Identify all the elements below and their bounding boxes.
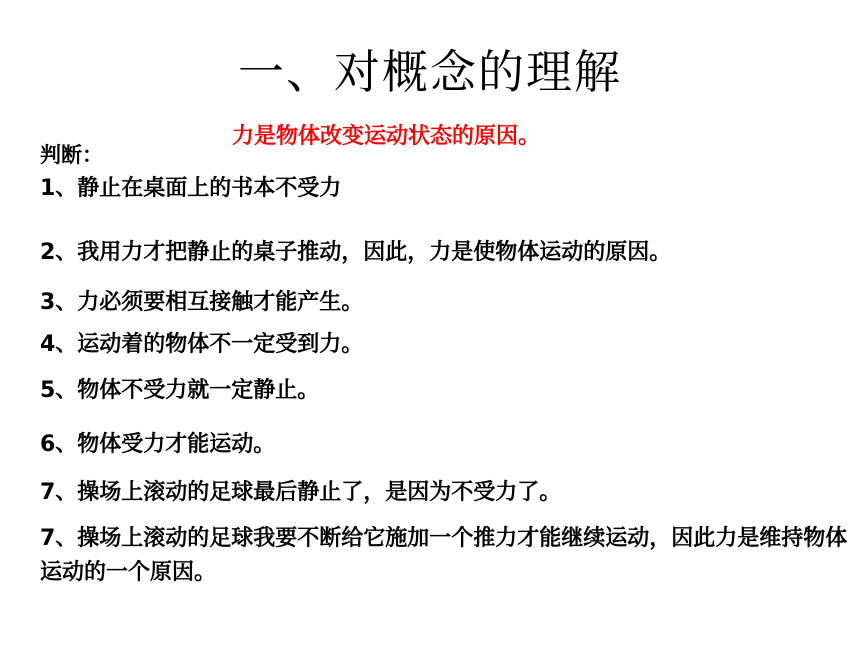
judge-label: 判断： xyxy=(40,143,103,167)
statement-7b: 7、操场上滚动的足球我要不断给它施加一个推力才能继续运动，因此力是维持物体运动的一个原因。 xyxy=(40,526,848,585)
statement-7a: 7、操场上滚动的足球最后静止了，是因为不受力了。 xyxy=(40,480,562,505)
statement-6: 6、物体受力才能运动。 xyxy=(40,432,276,457)
statement-1: 1、静止在桌面上的书本不受力 xyxy=(40,176,342,201)
statement-4: 4、运动着的物体不一定受到力。 xyxy=(40,332,364,357)
slide-title: 一、对概念的理解 xyxy=(238,45,622,99)
statement-3: 3、力必须要相互接触才能产生。 xyxy=(40,290,364,315)
highlight-note: 力是物体改变运动状态的原因。 xyxy=(232,124,541,149)
statement-5: 5、物体不受力就一定静止。 xyxy=(40,378,320,403)
statement-2: 2、我用力才把静止的桌子推动，因此，力是使物体运动的原因。 xyxy=(40,240,672,265)
